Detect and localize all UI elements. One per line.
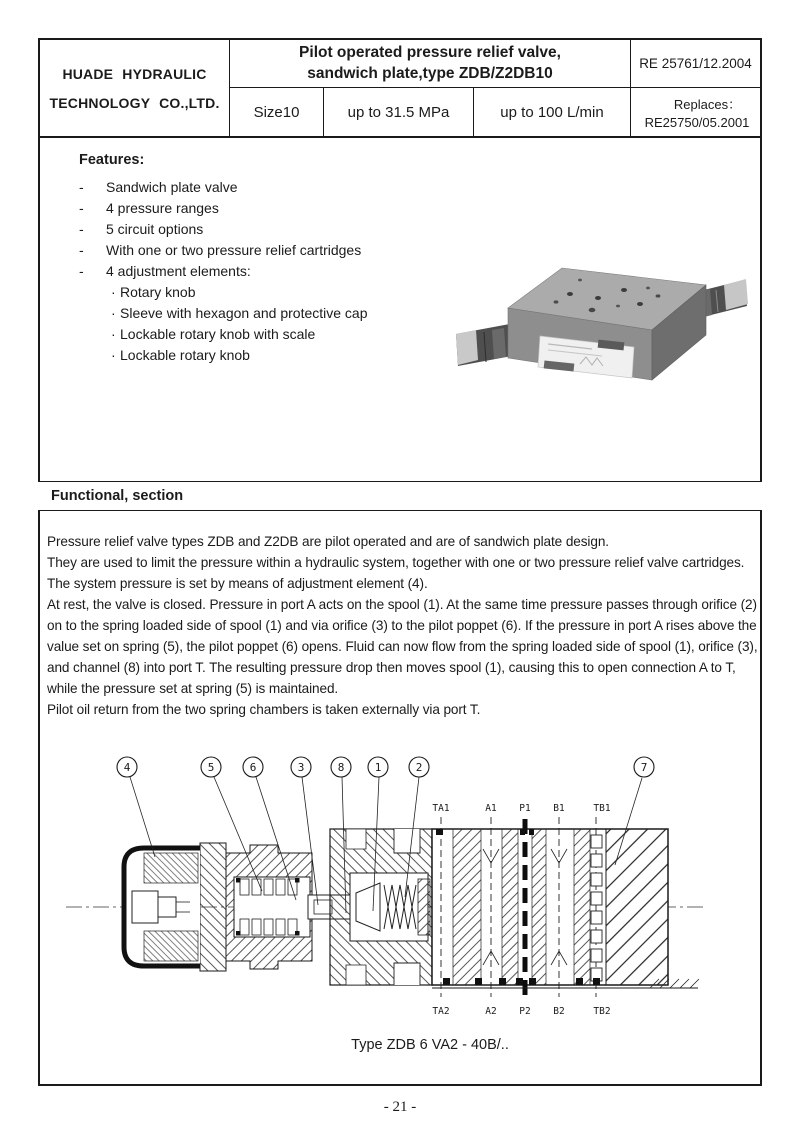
feature-sub-text: Lockable rotary knob with scale: [120, 326, 316, 342]
callout-1: 1: [374, 761, 382, 774]
port-b1: B1: [553, 803, 565, 814]
callout-5: 5: [207, 761, 215, 774]
callout-3: 3: [297, 761, 305, 774]
feature-sub-item: [111, 282, 479, 303]
functional-description: [47, 531, 758, 720]
features-section: [79, 152, 479, 366]
port-labels-bottom: [432, 1006, 610, 1017]
paragraph: They are used to limit the pressure within a hydraulic system, together with one or two pressure relief valve cartridges.: [47, 555, 745, 570]
port-p2: P2: [519, 1006, 531, 1017]
port-tb2: TB2: [593, 1006, 611, 1017]
callout-6: 6: [249, 761, 257, 774]
valve-body: [508, 268, 706, 380]
sectional-diagram: [50, 745, 760, 1040]
title-line2: sandwich plate,type ZDB/Z2DB10: [307, 65, 553, 82]
dash-marker: -: [79, 200, 84, 216]
label-sticker: [538, 336, 634, 378]
feature-sub-text: Sleeve with hexagon and protective cap: [120, 305, 368, 321]
feature-item: [79, 198, 479, 219]
paragraph: The system pressure is set by means of adjustment element (4).: [47, 576, 428, 591]
dot-marker: ·: [111, 347, 116, 363]
port-ta2: TA2: [432, 1006, 450, 1017]
port-tb1: TB1: [593, 803, 611, 814]
feature-item: [79, 261, 479, 282]
feature-sub-text: Lockable rotary knob: [120, 347, 250, 363]
dot-marker: ·: [111, 326, 116, 342]
feature-sub-item: [111, 345, 479, 366]
feature-text: 5 circuit options: [106, 221, 204, 237]
header-table: [38, 38, 762, 138]
company-line1: HUADE HYDRAULIC: [62, 65, 207, 82]
functional-heading: Functional, section: [51, 488, 184, 504]
company-line2: TECHNOLOGY CO.,LTD.: [49, 94, 220, 111]
port-a1: A1: [485, 803, 497, 814]
replaces-cell: [630, 88, 760, 136]
feature-sub-text: Rotary knob: [120, 284, 196, 300]
document-title-cell: [230, 40, 630, 88]
features-heading: Features:: [79, 152, 145, 168]
feature-item: [79, 177, 479, 198]
dash-marker: -: [79, 179, 84, 195]
callout-7: 7: [640, 761, 648, 774]
page-number: - 21 -: [383, 1099, 417, 1115]
dash-marker: -: [79, 221, 84, 237]
company-name-cell: [40, 40, 230, 136]
feature-item: [79, 240, 479, 261]
port-labels-top: [432, 803, 610, 814]
replaces-value: RE25750/05.2001: [644, 115, 750, 130]
callout-circles: [117, 757, 654, 777]
sandwich-plate-section: [432, 817, 699, 997]
paragraph: Pressure relief valve types ZDB and Z2DB are pilot operated and are of sandwich plate design.: [47, 534, 609, 549]
paragraph: Pilot oil return from the two spring chambers is taken externally via port T.: [47, 702, 481, 717]
replaces-label: Replaces：: [673, 97, 742, 112]
diagram-caption: Type ZDB 6 VA2 - 40B/..: [351, 1037, 509, 1053]
dot-marker: ·: [111, 305, 116, 321]
flow-value: up to 100 L/min: [500, 103, 604, 121]
paragraph: At rest, the valve is closed. Pressure in port A acts on the spool (1). At the same time pressure passes through orifice (2) on to the spring loaded side of spool (1) and via orifice (3) to the pilot poppet (6). If the pressure in port A rises above the value set on spring (5), the pilot poppet (6) opens. Fluid can now flow from the spring loaded side of spool (1), orifice (3), and channel (8) into port T. The resulting pressure drop then moves spool (1), causing this to open connection A to T, while the pressure set at spring (5) is maintained.: [47, 597, 758, 696]
feature-text: With one or two pressure relief cartridges: [106, 242, 362, 258]
dash-marker: -: [79, 242, 84, 258]
title-line1: Pilot operated pressure relief valve,: [299, 44, 561, 61]
feature-sub-item: [111, 303, 479, 324]
port-ta1: TA1: [432, 803, 450, 814]
callout-2: 2: [415, 761, 423, 774]
callout-4: 4: [123, 761, 131, 774]
feature-item: [79, 219, 479, 240]
port-b2: B2: [553, 1006, 565, 1017]
rotary-knob-section: [124, 843, 226, 971]
dash-marker: -: [79, 263, 84, 279]
feature-sub-item: [111, 324, 479, 345]
dot-marker: ·: [111, 284, 116, 300]
callout-8: 8: [337, 761, 345, 774]
size-value: Size10: [230, 88, 324, 136]
port-a2: A2: [485, 1006, 497, 1017]
pressure-value: up to 31.5 MPa: [324, 88, 474, 136]
feature-text: Sandwich plate valve: [106, 179, 238, 195]
feature-text: 4 adjustment elements:: [106, 263, 251, 279]
product-photo: [452, 238, 752, 393]
doc-number: RE 25761/12.2004: [630, 40, 760, 88]
feature-text: 4 pressure ranges: [106, 200, 219, 216]
functional-section-header: [38, 481, 762, 511]
valve-body-section: [330, 829, 432, 985]
port-p1: P1: [519, 803, 531, 814]
